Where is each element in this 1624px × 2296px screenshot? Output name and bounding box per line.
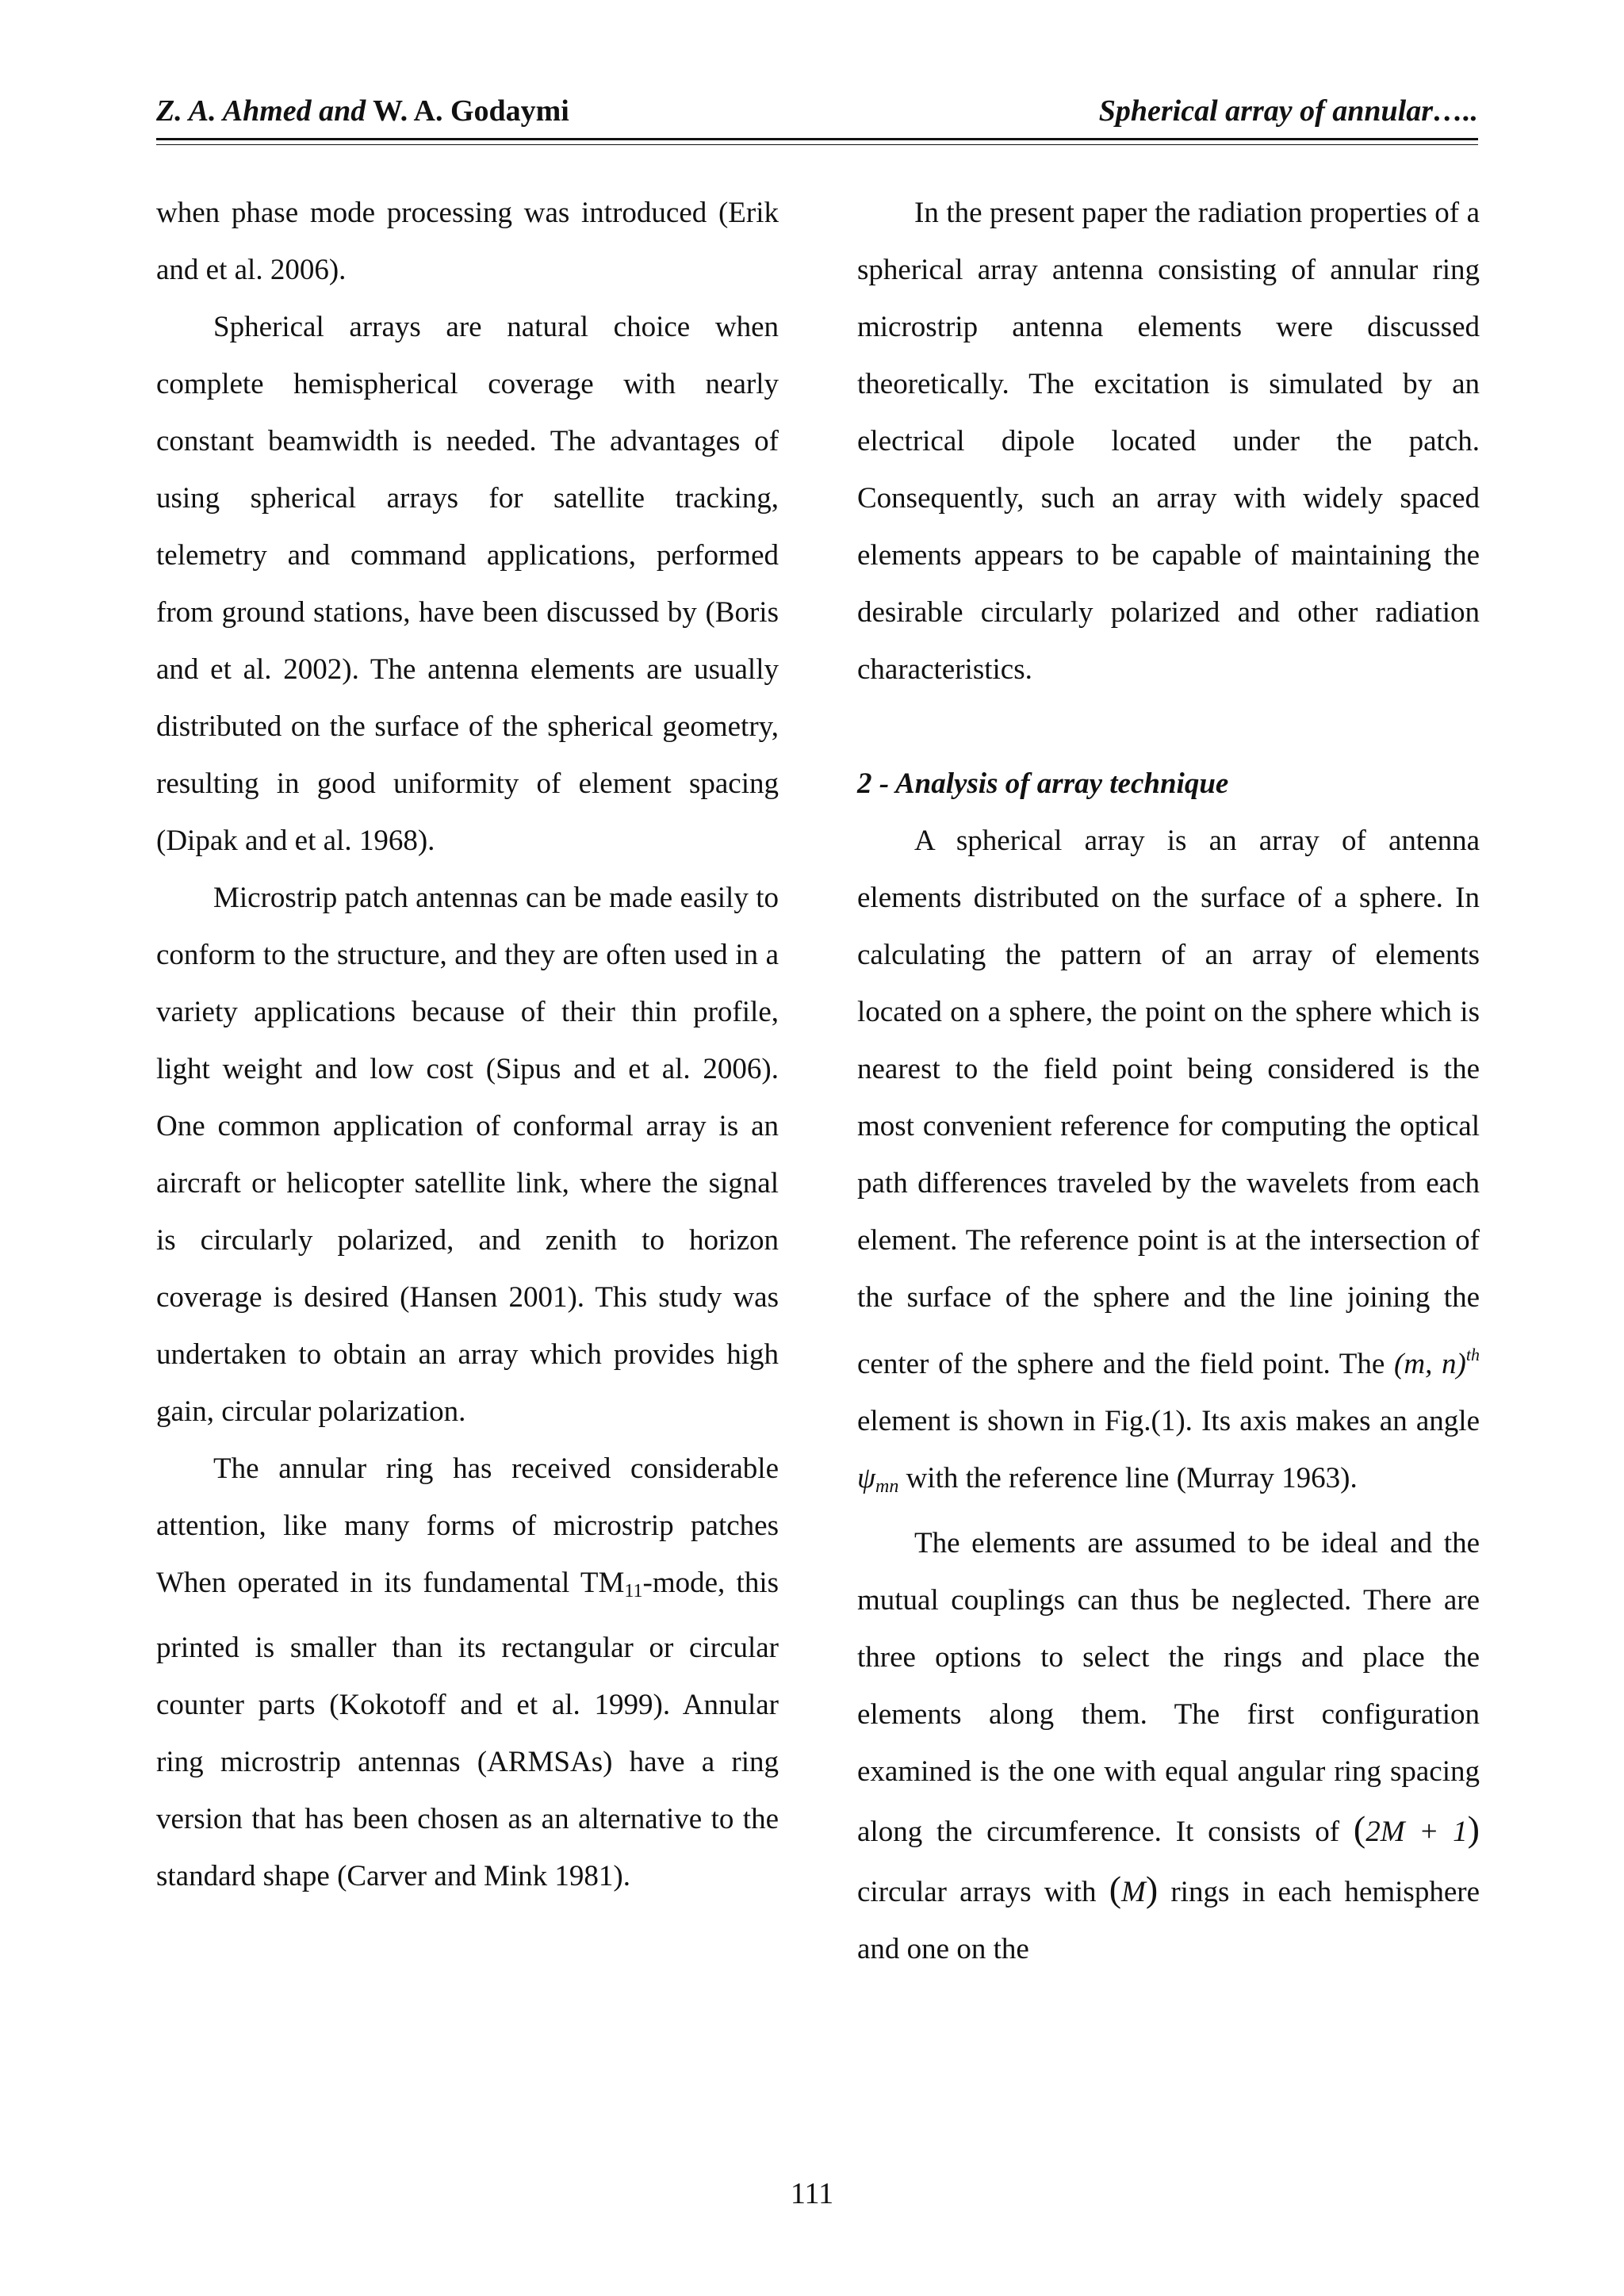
text-run: The annular ring has received considerable attention, like many forms of microstrip patches When operated in its fundamental TM	[156, 1452, 779, 1599]
text-run: with the reference line (Murray 1963).	[898, 1462, 1358, 1494]
header-rule-thick	[156, 138, 1478, 140]
math-2m-plus-1: 2M + 1	[1365, 1816, 1468, 1848]
header-short-title: Spherical array of annular…..	[1098, 94, 1478, 128]
section-heading: 2 - Analysis of array technique	[857, 767, 1229, 800]
math-psi: ψ	[857, 1462, 875, 1494]
spacer	[857, 698, 1480, 756]
header-authors	[156, 94, 569, 128]
left-column	[156, 185, 779, 1905]
header-authors-plain: W. A. Godaymi	[366, 94, 569, 128]
math-m: M	[1121, 1876, 1146, 1908]
paragraph	[857, 1515, 1480, 1978]
paragraph: In the present paper the radiation properties of a spherical array antenna consisting of annular ring microstrip antenna elements were discussed theoretically. The excitation is simulated by an electrical dipole located under the patch. Consequently, such an array with widely spaced elements appears to be capable of maintaining the desirable circularly polarized and other radiation characteristics.	[857, 197, 1480, 686]
paren-open: (	[1109, 1869, 1122, 1909]
paragraph: Spherical arrays are natural choice when complete hemispherical coverage with nearly constant beamwidth is needed. The advantages of using spherical arrays for satellite tracking, telemetry and command applications, performed from ground stations, have been discussed by (Boris and et al. 2002). The antenna elements are usually distributed on the surface of the spherical geometry, resulting in good uniformity of element spacing (Dipak and et al. 1968).	[156, 311, 779, 857]
header-rule-thin	[156, 144, 1478, 145]
paragraph: when phase mode processing was introduced (Erik and et al. 2006).	[156, 197, 779, 286]
tm-subscript: 11	[624, 1581, 643, 1601]
text-run: -mode, this printed is smaller than its rectangular or circular counter parts (Kokotoff and et al. 1999). Annular ring microstrip antennas (ARMSAs) have a ring version that has been chosen as an alternative to the standard shape (Carver and Mink 1981).	[156, 1567, 779, 1892]
math-th-superscript: th	[1465, 1345, 1480, 1364]
running-header	[156, 94, 1478, 128]
math-psi-subscript: mn	[875, 1476, 899, 1497]
text-run: element is shown in Fig.(1). Its axis makes an angle	[857, 1405, 1480, 1437]
paragraph: Microstrip patch antennas can be made easily to conform to the structure, and they are often used in a variety applications because of their thin profile, light weight and low cost (Sipus and et al. 2006). One common application of conformal array is an aircraft or helicopter satellite link, where the signal is circularly polarized, and zenith to horizon coverage is desired (Hansen 2001). This study was undertaken to obtain an array which provides high gain, circular polarization.	[156, 882, 779, 1428]
text-run: circular arrays with	[857, 1876, 1109, 1908]
text-run: rings in each hemisphere and one on the	[857, 1876, 1480, 1965]
paren-close: )	[1145, 1869, 1159, 1909]
paragraph	[156, 1441, 779, 1905]
header-authors-italic: Z. A. Ahmed and	[156, 94, 366, 128]
math-mn: (m, n)	[1394, 1348, 1466, 1380]
right-column	[857, 185, 1480, 1978]
text-run: The elements are assumed to be ideal and the mutual couplings can thus be neglected. There are three options to select the rings and place the elements along them. The first configuration examined is the one with equal angular ring spacing along the circumference. It consists of	[857, 1527, 1480, 1848]
page-number: 111	[790, 2177, 834, 2210]
paren-open: (	[1353, 1808, 1366, 1849]
text-run: A spherical array is an array of antenna elements distributed on the surface of a sphere. In calculating the pattern of an array of elements located on a sphere, the point on the sphere which is nearest to the field point being considered is the most convenient reference for computing the optical path differences traveled by the wavelets from each element. The reference point is at the intersection of the surface of the sphere and the line joining the center of the sphere and the field point. The	[857, 825, 1480, 1380]
paren-close: )	[1467, 1808, 1480, 1849]
paragraph	[857, 813, 1480, 1515]
